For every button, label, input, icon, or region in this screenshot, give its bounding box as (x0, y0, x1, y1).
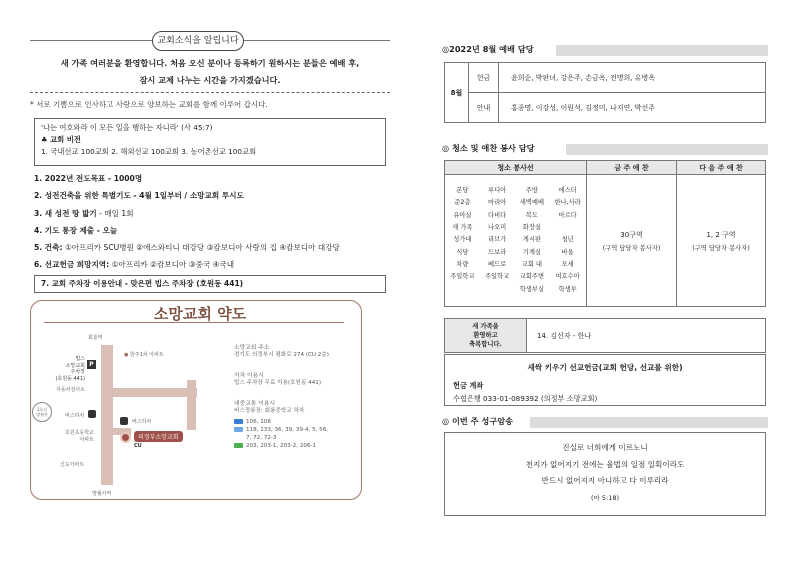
cleaning-entry: 청년 (561, 236, 574, 244)
mission-title: 새싹 키우기 선교헌금(교회 헌당, 선교를 위한) (527, 363, 683, 372)
this-week-value: 30구역 (620, 230, 643, 239)
cleaning-entry: 바울 (561, 248, 574, 256)
offering-label: 헌금 (469, 63, 499, 93)
verse-line: 천지가 없어지기 전에는 율법의 일점 일획이라도 (525, 459, 685, 469)
newcomer-table (444, 318, 766, 353)
map-label-busstop: 버스하차 (65, 413, 85, 419)
address-text: 경기도 의정부시 평화로 274 (CU 2층) (234, 352, 329, 358)
announcement-list (34, 170, 390, 274)
cleaning-section-title: ◎ 청소 및 애찬 봉사 담당 (442, 143, 535, 153)
list-item: 1. 2022년 전도목표 - 1000명 (34, 174, 143, 183)
cleaning-entry: 새 가족 (452, 224, 473, 232)
news-title: 교회소식을 알립니다 (152, 31, 244, 51)
this-week-cell (587, 175, 677, 307)
car-heading: 자차 이용시 (234, 373, 264, 379)
cleaning-entry: 차량 (456, 260, 469, 268)
map-label-school: 호원초등학교 아파트 (65, 430, 94, 443)
memory-section-title: ◎ 이번 주 성구암송 (442, 416, 514, 426)
map-road-horizontal (113, 388, 197, 397)
bus-route-row: 203, 203-1, 203-2, 206-1 (234, 442, 358, 450)
map-label-cu: CU (134, 443, 142, 449)
verse-reference: (마 5:18) (590, 493, 619, 502)
parking-icon: P (87, 360, 96, 369)
cleaning-entry: 유아실 (453, 211, 472, 219)
bus-route-row: 106, 108 (234, 418, 358, 426)
map-label-hoeryong: 회룡역 (88, 335, 103, 341)
cleaning-entry (554, 222, 580, 234)
worship-table (444, 62, 766, 123)
cleaning-entry: 모세 (561, 260, 574, 268)
month-cell: 8월 (445, 63, 469, 123)
cleaning-entry: 마르다 (558, 211, 577, 219)
note-text: * 서로 기쁨으로 인사하고 사랑으로 양보하는 교회를 함께 이루어 갑시다. (30, 100, 268, 109)
col-header: 금 주 애 찬 (587, 161, 677, 175)
cleaning-entry: 화장실 (522, 224, 541, 232)
cleaning-entry: 교회 내 (521, 260, 542, 268)
church-marker-icon (120, 432, 131, 443)
welcome-line-1: 새 가족 여러분을 환영합니다. 처음 오신 분이나 등록하기 원하시는 분들은 예배 후, (60, 58, 360, 68)
cleaning-entry: 마리아 (488, 199, 507, 207)
worship-section-title: ◎2022년 8월 예배 담당 (442, 44, 534, 54)
cleaning-table (444, 160, 766, 307)
account-label: 헌금 계좌 (453, 381, 484, 390)
newcomer-label: 새 가족을 환영하고 축복합니다. (445, 319, 527, 353)
cleaning-entry: 리브가 (488, 236, 507, 244)
cleaning-entry: 새벽예배 (519, 199, 545, 207)
bus-route-row: 7, 72, 72-3 (246, 435, 277, 441)
cleaning-entry: 교회주변 (519, 273, 545, 281)
mission-box (444, 354, 766, 406)
cleaning-entry: 여호수아 (555, 273, 580, 281)
dashed-divider (30, 92, 390, 93)
bus-route-row: 118, 133, 36, 39, 39-4, 5, 56, (234, 426, 358, 434)
col-header: 청소 봉사선 (445, 161, 587, 175)
next-week-sub: (구역 담당자 봉사자) (692, 244, 750, 252)
map-label-church: 의정부소망교회 (134, 431, 183, 442)
cleaning-entry: 주방 (525, 187, 538, 195)
address-heading: 소망교회 주소 (234, 345, 270, 351)
verse-line: 진실로 너희에게 이르노니 (562, 443, 648, 452)
car-text: 빕스 주차장 무료 이용(호원동 441) (234, 380, 321, 386)
list-item: 2. 성전건축을 위한 특별기도 - 4월 1일부터 / 소망교회 투시도 (34, 191, 244, 201)
map-label-mangwol: 망월사역 (92, 491, 112, 497)
bus-stop-text: 버스정류장: 회룡중학교 하차 (234, 408, 305, 414)
cleaning-column (554, 185, 580, 296)
cleaning-entry: 나오미 (488, 224, 507, 232)
list-item: 6. 선교헌금 희망지역: ①아프리카 ②캄보디아 ③중국 ④국내 (34, 260, 235, 270)
cleaning-entry: 식당 (456, 248, 469, 256)
cleaning-entry: 성가대 (453, 236, 472, 244)
cleaning-entry: 기계실 (522, 248, 541, 256)
this-week-sub: (구역 담당자 봉사자) (602, 244, 661, 252)
section-bar (566, 144, 768, 155)
map-info (234, 342, 358, 450)
bus-icon (88, 410, 96, 418)
list-item: 4. 기도 통장 제출 - 오늘 (34, 225, 118, 235)
verse-line: 반드시 없어지지 아니하고 다 이루리라 (541, 476, 669, 485)
map-label-sindong: 신도아파트 (60, 462, 85, 468)
cleaning-column (450, 185, 474, 296)
bus-color-icon (234, 419, 243, 424)
map-label-police: 자동차검사소 (56, 387, 85, 393)
list-item: 3. 새 성전 땅 밟기 - 매일 1회 (34, 208, 134, 218)
cleaning-column (520, 185, 544, 296)
bus-heading: 대중교통 이용시 (234, 401, 276, 407)
cleaning-entry: 한나,사라 (554, 199, 581, 207)
map-label-gate: 1호선 망월사 (32, 402, 52, 422)
map-label-busstop: 버스하차 (132, 419, 152, 425)
cleaning-entry: 루디아 (488, 187, 507, 195)
next-week-cell (677, 175, 766, 307)
cleaning-entry: 주일학교 (450, 273, 475, 281)
bus-icon (120, 417, 128, 425)
map-road-side (187, 380, 196, 430)
parking-notice: 7. 교회 주차장 이용안내 - 맞은편 빕스 주차장 (호원동 441) (34, 275, 386, 293)
bus-color-icon (234, 427, 243, 432)
map-road-vertical (101, 345, 113, 485)
cleaning-entry: 본당 (456, 187, 469, 195)
guide-label: 안내 (469, 93, 499, 123)
map-title: 소망교회 약도 (153, 305, 247, 323)
cleaning-entry: 학생부 (558, 285, 577, 293)
offering-names: 윤희순, 박판녀, 강은주, 손금옥, 전명희, 유병옥 (499, 63, 766, 93)
cleaning-entry: 에스더 (558, 187, 577, 195)
cleaning-column (485, 185, 509, 296)
map-label-hanju: ● 한주1차 아파트 (124, 352, 164, 358)
col-header: 다 음 주 애 찬 (677, 161, 766, 175)
cleaning-entry: 베드로 (488, 260, 507, 268)
cleaning-entry: 복도 (525, 211, 538, 219)
section-bar (530, 417, 768, 428)
section-bar (556, 45, 768, 56)
cleaning-entry: 준2층 (454, 199, 471, 207)
cleaning-entry: 학생부실 (519, 285, 545, 293)
bus-color-icon (234, 443, 243, 448)
next-week-value: 1, 2 구역 (706, 230, 736, 239)
memory-verse (444, 440, 766, 506)
verse-quote: '나는 여호와라 이 모든 일을 행하는 자니라' (사 45:7) (41, 123, 213, 132)
cleaning-assignments (445, 175, 587, 307)
newcomer-name: 14. 김선자 - 한나 (527, 319, 766, 353)
cleaning-entry: 드보라 (488, 248, 507, 256)
cleaning-entry: 주일학교 (484, 273, 510, 281)
map-title-rule (44, 322, 344, 323)
cleaning-entry: 게시판 (522, 236, 541, 244)
list-item: 5. 건축: ①아프리카 SCU병원 ②에스와티니 대강당 ③캄보디아 사랑의 집 ④캄보디아 대강당 (34, 243, 340, 253)
vision-items: 1. 국내선교 100교회 2. 해외선교 100교회 3. 농어촌선교 100교회 (41, 147, 257, 156)
cleaning-entry: 다비다 (488, 211, 507, 219)
account-number: 수협은행 033-01-089392 (의정부 소망교회) (453, 394, 598, 403)
vision-box (34, 118, 386, 166)
guide-names: 홍종명, 이강성, 이원석, 김정미, 나지연, 박선주 (499, 93, 766, 123)
map-label-vips: 빕스 소망교회 주차장 (호원동 441) (55, 356, 85, 382)
welcome-line-2: 잠시 교제 나누는 시간을 가지겠습니다. (139, 75, 281, 85)
vision-label: ♣ 교회 비전 (41, 135, 81, 144)
